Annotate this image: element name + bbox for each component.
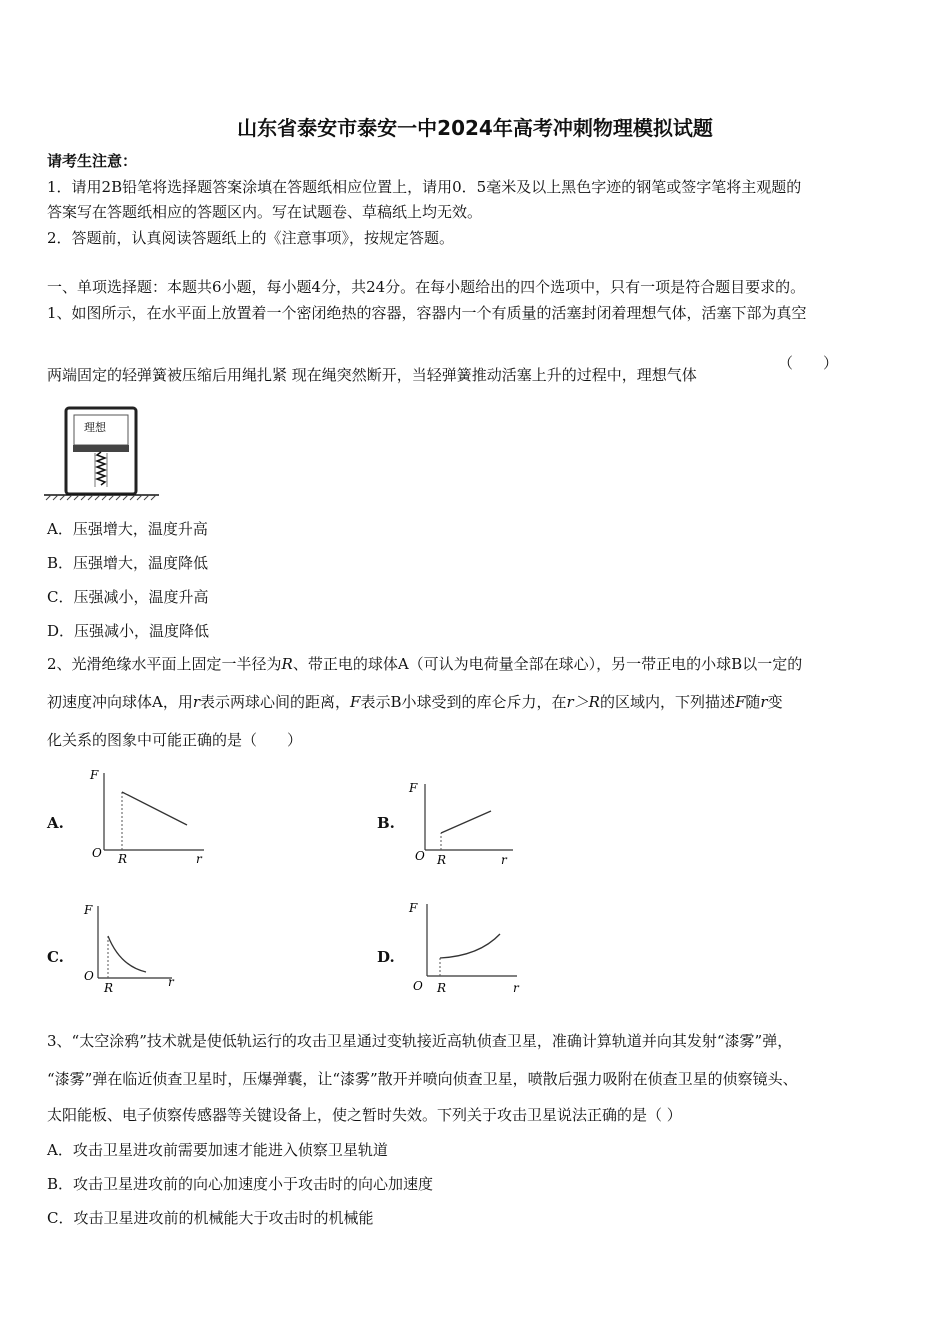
y-label: F bbox=[409, 901, 418, 915]
q1-option-d[interactable]: D．压强减小，温度降低 bbox=[47, 622, 210, 640]
q2-option-c-label[interactable]: C. bbox=[47, 948, 64, 966]
q2-option-d-label[interactable]: D. bbox=[377, 948, 395, 966]
q2-text: 的区域内，下列描述 bbox=[599, 693, 735, 711]
q2-var-r: r bbox=[192, 693, 201, 711]
q2-condition: r＞R bbox=[566, 693, 600, 711]
q2-text: 表示B小球受到的库仑斥力，在 bbox=[360, 693, 567, 711]
q2-line-3: 化关系的图象中可能正确的是（ ） bbox=[47, 731, 303, 749]
gas-label: 理想 bbox=[84, 421, 106, 434]
x-label: r bbox=[168, 975, 174, 989]
q3-option-b[interactable]: B．攻击卫星进攻前的向心加速度小于攻击时的向心加速度 bbox=[47, 1175, 434, 1193]
q3-line-3: 太阳能板、电子侦察传感器等关键设备上，使之暂时失效。下列关于攻击卫星说法正确的是（ ） bbox=[47, 1106, 682, 1124]
q2-line-2 bbox=[47, 691, 783, 713]
q1-line-1: 1、如图所示，在水平面上放置着一个密闭绝热的容器，容器内一个有质量的活塞封闭着理想气体，活塞下部为真空 bbox=[47, 304, 807, 322]
y-label: F bbox=[90, 768, 99, 782]
q3-option-a[interactable]: A．攻击卫星进攻前需要加速才能进入侦察卫星轨道 bbox=[47, 1141, 388, 1159]
q2-line-1 bbox=[47, 653, 802, 675]
q1-line-2: 两端固定的轻弹簧被压缩后用绳扎紧 现在绳突然断开，当轻弹簧推动活塞上升的过程中，理想气体 bbox=[47, 366, 697, 384]
q2-option-a-label[interactable]: A. bbox=[47, 814, 64, 832]
q3-line-2: “漆雾”弹在临近侦查卫星时，压爆弹囊，让“漆雾”散开并喷向侦查卫星，喷散后强力吸附在侦查卫星的侦察镜头、 bbox=[47, 1070, 798, 1088]
q2-text: 、带正电的球体A（可认为电荷量全部在球心），另一带正电的小球B以一定的 bbox=[292, 655, 803, 673]
q2-graph-d[interactable] bbox=[405, 898, 530, 1002]
graph-b-svg bbox=[405, 778, 525, 873]
notice-heading: 请考生注意： bbox=[47, 152, 138, 170]
q2-text: 2、光滑绝缘水平面上固定一半径为 bbox=[47, 655, 282, 673]
x-label: r bbox=[513, 981, 519, 995]
q2-var-F: F bbox=[734, 693, 746, 711]
tick-label: R bbox=[104, 981, 114, 995]
q1-option-c[interactable]: C．压强减小，温度升高 bbox=[47, 588, 209, 606]
origin-label: O bbox=[92, 846, 102, 860]
graph-c-svg bbox=[80, 898, 190, 998]
page-title: 山东省泰安市泰安一中2024年高考冲刺物理模拟试题 bbox=[237, 116, 713, 140]
q3-option-c[interactable]: C．攻击卫星进攻前的机械能大于攻击时的机械能 bbox=[47, 1209, 374, 1227]
q2-var-R: R bbox=[281, 655, 293, 673]
q2-text: 初速度冲向球体A，用 bbox=[47, 693, 193, 711]
q2-text: 变 bbox=[767, 693, 783, 711]
q2-option-b-label[interactable]: B. bbox=[377, 814, 395, 832]
graph-d-svg bbox=[405, 898, 530, 998]
q2-var-r: r bbox=[760, 693, 768, 711]
piston bbox=[73, 445, 129, 452]
q2-graph-b[interactable] bbox=[405, 778, 525, 877]
curve bbox=[108, 936, 146, 972]
origin-label: O bbox=[84, 969, 94, 983]
tick-label: R bbox=[118, 852, 128, 866]
q2-var-F: F bbox=[350, 693, 361, 711]
q1-option-a[interactable]: A．压强增大，温度升高 bbox=[47, 520, 208, 538]
y-label: F bbox=[84, 903, 93, 917]
q1-option-b[interactable]: B．压强增大，温度降低 bbox=[47, 554, 209, 572]
q1-figure-container bbox=[44, 405, 164, 501]
x-label: r bbox=[501, 853, 507, 867]
q2-text: 随 bbox=[745, 693, 761, 711]
q2-text: 表示两球心间的距离， bbox=[200, 693, 351, 711]
q1-answer-paren: （ ） bbox=[778, 354, 839, 372]
y-label: F bbox=[409, 781, 418, 795]
section-heading: 一、单项选择题：本题共6小题，每小题4分，共24分。在每小题给出的四个选项中，只有一项是符合题目要求的。 bbox=[47, 278, 806, 296]
tick-label: R bbox=[437, 981, 447, 995]
q3-line-1: 3、“太空涂鸦”技术就是使低轨运行的攻击卫星通过变轨接近高轨侦查卫星，准确计算轨道并向其发射“漆雾”弹， bbox=[47, 1032, 793, 1050]
notice-line-1: 1．请用2B铅笔将选择题答案涂填在答题纸相应位置上，请用0．5毫米及以上黑色字迹的钢笔或签字笔将主观题的 bbox=[47, 178, 802, 196]
x-label: r bbox=[196, 852, 202, 866]
q2-graph-a[interactable] bbox=[84, 765, 214, 874]
notice-line-1b: 答案写在答题纸相应的答题区内。写在试题卷、草稿纸上均无效。 bbox=[47, 203, 483, 221]
tick-label: R bbox=[437, 853, 447, 867]
graph-a-svg bbox=[84, 765, 214, 870]
origin-label: O bbox=[415, 849, 425, 863]
notice-line-2: 2．答题前，认真阅读答题纸上的《注意事项》，按规定答题。 bbox=[47, 229, 455, 247]
q2-graph-c[interactable] bbox=[80, 898, 190, 1002]
curve bbox=[440, 934, 500, 958]
curve bbox=[441, 811, 491, 833]
origin-label: O bbox=[413, 979, 423, 993]
curve bbox=[122, 792, 187, 825]
